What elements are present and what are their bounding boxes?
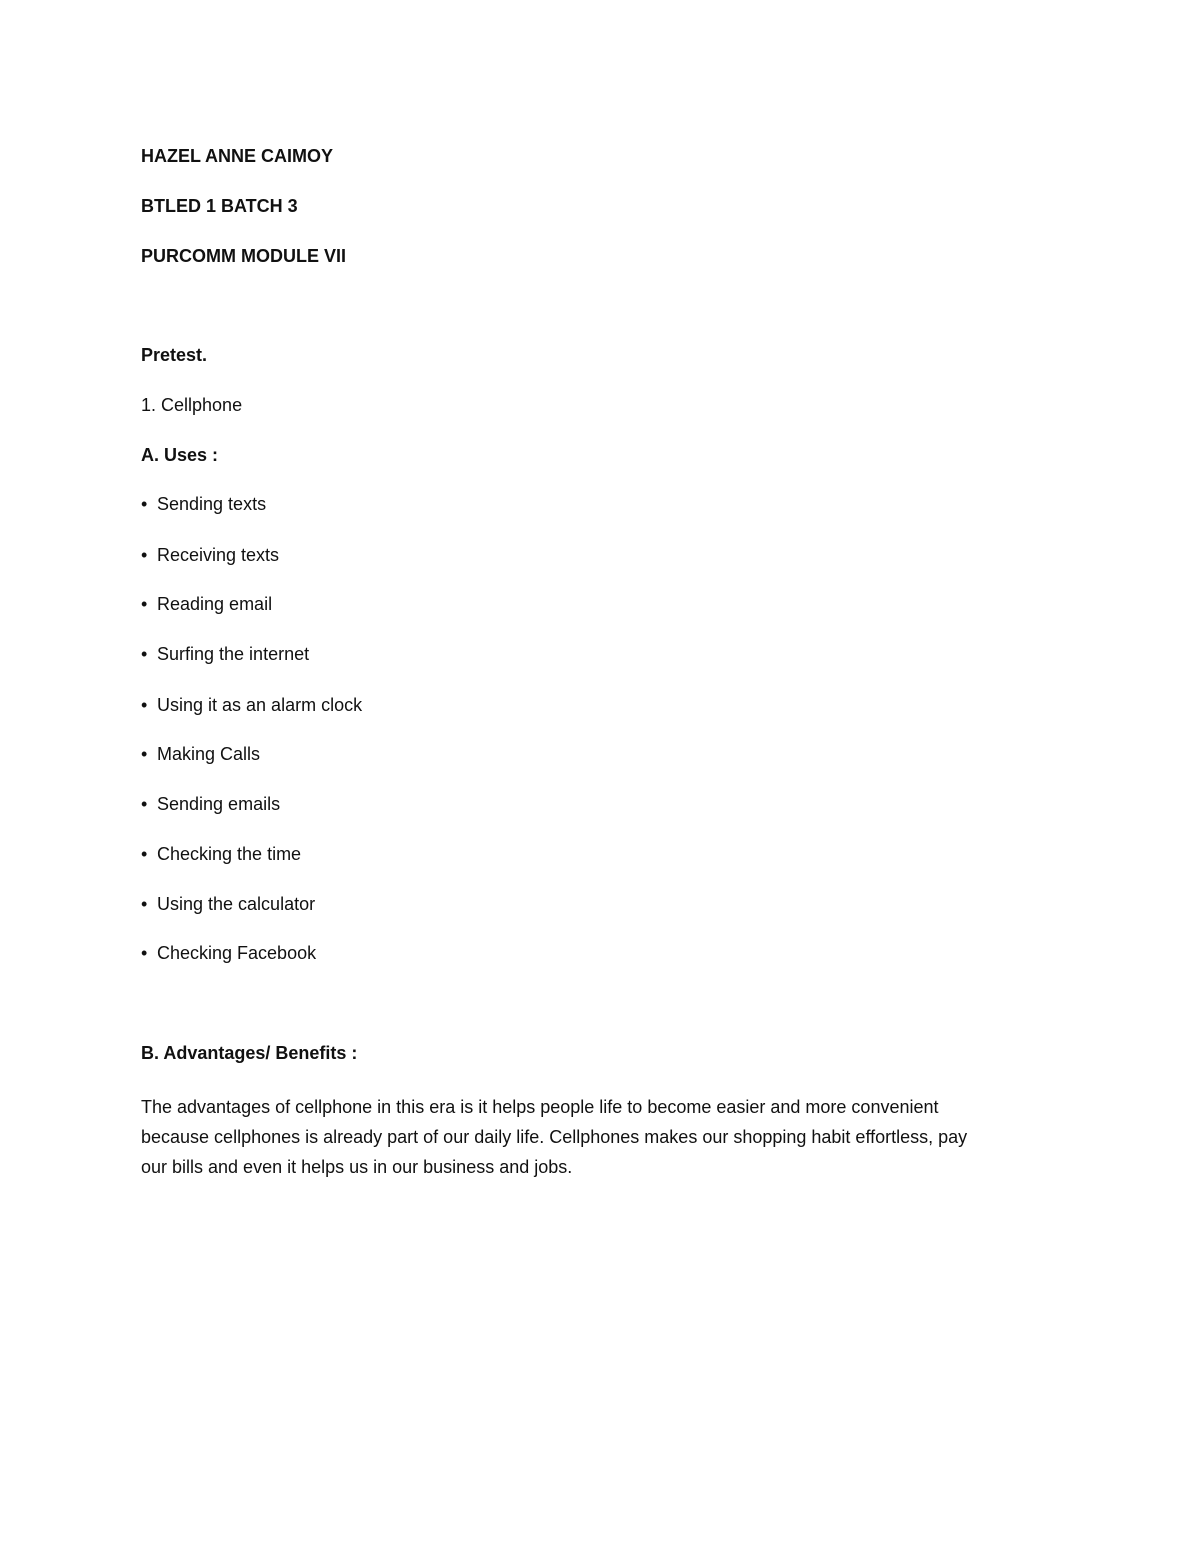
list-item: [141, 492, 266, 516]
student-name: HAZEL ANNE CAIMOY: [141, 146, 334, 166]
batch-label: BTLED 1 BATCH 3: [141, 196, 298, 216]
item-title: 1. Cellphone: [141, 395, 243, 415]
paragraph-line: our bills and even it helps us in our business and jobs.: [141, 1157, 573, 1177]
bullet-icon: •: [141, 594, 148, 614]
bullet-icon: •: [141, 644, 148, 664]
advantages-heading: B. Advantages/ Benefits :: [141, 1043, 358, 1063]
advantages-paragraph: [141, 1092, 1061, 1182]
list-item: [141, 693, 362, 717]
list-item: [141, 842, 301, 866]
list-item-text: Reading email: [157, 594, 273, 614]
uses-heading: A. Uses :: [141, 445, 219, 465]
list-item-text: Making Calls: [157, 744, 261, 764]
list-item: [141, 792, 280, 816]
bullet-icon: •: [141, 844, 148, 864]
list-item-text: Using the calculator: [157, 894, 316, 914]
module-title: PURCOMM MODULE VII: [141, 246, 346, 266]
list-item-text: Using it as an alarm clock: [157, 695, 363, 715]
bullet-icon: •: [141, 545, 148, 565]
list-item: [141, 892, 315, 916]
list-item-text: Checking Facebook: [157, 943, 317, 963]
list-item-text: Receiving texts: [157, 545, 280, 565]
list-item: [141, 543, 279, 567]
list-item-text: Surfing the internet: [157, 644, 310, 664]
paragraph-line: because cellphones is already part of our daily life. Cellphones makes our shopping habit effortless, pay: [141, 1127, 968, 1147]
bullet-icon: •: [141, 494, 148, 514]
bullet-icon: •: [141, 695, 148, 715]
list-item: [141, 592, 272, 616]
list-item: [141, 941, 316, 965]
list-item-text: Sending texts: [157, 494, 267, 514]
list-item: [141, 642, 309, 666]
bullet-icon: •: [141, 794, 148, 814]
bullet-icon: •: [141, 943, 148, 963]
list-item: [141, 742, 260, 766]
pretest-heading: Pretest.: [141, 345, 208, 365]
paragraph-line: The advantages of cellphone in this era is it helps people life to become easier and more convenient: [141, 1097, 939, 1117]
bullet-icon: •: [141, 894, 148, 914]
bullet-icon: •: [141, 744, 148, 764]
list-item-text: Checking the time: [157, 844, 302, 864]
list-item-text: Sending emails: [157, 794, 281, 814]
